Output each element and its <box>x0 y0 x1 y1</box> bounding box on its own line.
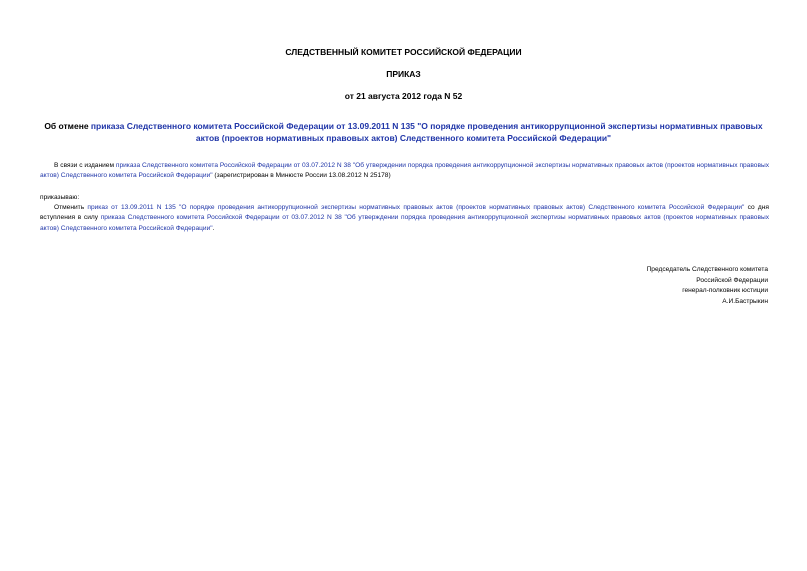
document-title <box>40 121 767 144</box>
signature-position: Председатель Следственного комитета <box>646 266 768 273</box>
paragraph-basis <box>40 161 769 182</box>
title-link[interactable]: приказа Следственного комитета Российской Федерации от 13.09.2011 N 135 "О порядке проведения антикоррупционной экспертизы нормативных правовых актов (проектов нормативных правовых актов) Следственного комитета Российской Федерации" <box>90 121 763 143</box>
revoke-link-new-order[interactable]: приказа Следственного комитета Российской Федерации от 03.07.2012 N 38 "Об утверждении порядка проведения антикоррупционной экспертизы нормативных правовых актов (проектов нормативных правовых актов) Следственного комитета Российской Федерации" <box>40 214 769 232</box>
revoke-prefix: Отменить <box>54 204 88 211</box>
basis-suffix: (зарегистрирован в Минюсте России 13.08.2012 N 25178) <box>212 172 391 180</box>
document-type: ПРИКАЗ <box>386 69 421 79</box>
document-date: от 21 августа 2012 года N 52 <box>344 91 463 101</box>
agency-name: СЛЕДСТВЕННЫЙ КОМИТЕТ РОССИЙСКОЙ ФЕДЕРАЦИИ <box>285 47 522 57</box>
signature-block <box>647 265 768 307</box>
paragraph-revoke <box>40 203 769 234</box>
revoke-link-old-order[interactable]: приказ от 13.09.2011 N 135 "О порядке проведения антикоррупционной экспертизы нормативных правовых актов (проектов нормативных правовых актов) Следственного комитета Российской Федерации" <box>87 204 745 211</box>
paragraph-order-word: приказываю: <box>40 194 80 201</box>
basis-link[interactable]: приказа Следственного комитета Российской Федерации от 03.07.2012 N 38 "Об утверждении порядка проведения антикоррупционной экспертизы нормативных правовых актов (проектов нормативных правовых актов) Следственного комитета Российской Федерации" <box>40 162 769 180</box>
title-prefix: Об отмене <box>44 121 91 131</box>
basis-prefix: В связи с изданием <box>54 162 116 169</box>
signature-rank: генерал-полковник юстиции <box>682 287 768 295</box>
revoke-middle: со дня вступления в силу <box>40 204 769 222</box>
revoke-suffix: . <box>212 224 215 232</box>
signature-country: Российской Федерации <box>696 276 768 284</box>
signature-name: А.И.Бастрыкин <box>722 297 768 305</box>
